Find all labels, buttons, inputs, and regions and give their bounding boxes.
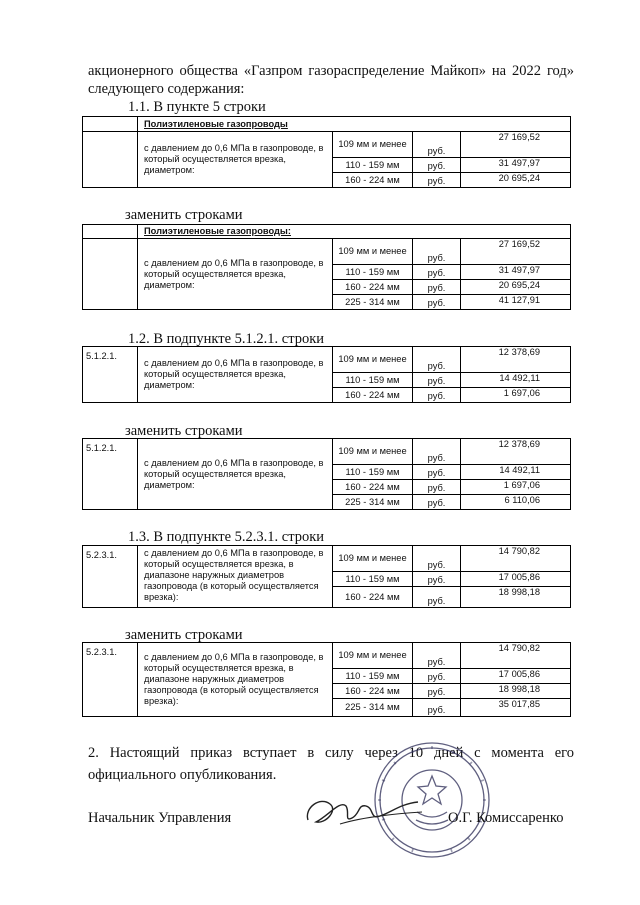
table-row xyxy=(83,239,571,265)
description-cell: с давлением до 0,6 МПа в газопроводе, в который осуществляется врезка, диаметром: xyxy=(138,239,333,310)
heading-1-3-replace: заменить строками xyxy=(125,627,243,643)
value-cell: 41 127,91 xyxy=(461,295,571,310)
heading-1-2: 1.2. В подпункте 5.1.2.1. строки xyxy=(128,331,325,347)
description-cell: с давлением до 0,6 МПа в газопроводе, в который осуществляется врезка, диаметром: xyxy=(138,132,333,188)
table-row xyxy=(83,643,571,669)
diameter-cell: 110 - 159 мм xyxy=(333,465,413,480)
description-cell: с давлением до 0,6 МПа в газопроводе, в который осуществляется врезка, диаметром: xyxy=(138,347,333,403)
diameter-cell: 110 - 159 мм xyxy=(333,669,413,684)
heading-1-3: 1.3. В подпункте 5.2.3.1. строки xyxy=(128,529,325,545)
value-cell: 1 697,06 xyxy=(461,480,571,495)
diameter-cell: 110 - 159 мм xyxy=(333,158,413,173)
diameter-cell: 160 - 224 мм xyxy=(333,280,413,295)
value-cell: 31 497,97 xyxy=(461,158,571,173)
value-cell: 14 790,82 xyxy=(461,643,571,669)
table-1-1-new xyxy=(82,224,571,310)
value-cell: 14 492,11 xyxy=(461,373,571,388)
item-number: 5.1.2.1. xyxy=(83,439,138,510)
unit-cell: руб. xyxy=(413,495,461,510)
diameter-cell: 160 - 224 мм xyxy=(333,173,413,188)
table-row xyxy=(83,117,571,132)
unit-cell: руб. xyxy=(413,173,461,188)
diameter-cell: 160 - 224 мм xyxy=(333,684,413,699)
table-row xyxy=(83,132,571,158)
diameter-cell: 160 - 224 мм xyxy=(333,480,413,495)
table-1-2-new xyxy=(82,438,571,510)
unit-cell: руб. xyxy=(413,265,461,280)
diameter-cell: 225 - 314 мм xyxy=(333,699,413,717)
table-row xyxy=(83,546,571,572)
description-cell: с давлением до 0,6 МПа в газопроводе, в который осуществляется врезка, в диапазоне наружных диаметров газопровода (в который осуществляется врезка): xyxy=(138,546,333,608)
unit-cell: руб. xyxy=(413,587,461,608)
unit-cell: руб. xyxy=(413,699,461,717)
unit-cell: руб. xyxy=(413,572,461,587)
item-number: 5.2.3.1. xyxy=(83,643,138,717)
table-cell xyxy=(83,117,138,132)
diameter-cell: 109 мм и менее xyxy=(333,546,413,572)
value-cell: 18 998,18 xyxy=(461,684,571,699)
value-cell: 12 378,69 xyxy=(461,439,571,465)
unit-cell: руб. xyxy=(413,546,461,572)
unit-cell: руб. xyxy=(413,347,461,373)
heading-1-1: 1.1. В пункте 5 строки xyxy=(128,99,266,115)
value-cell: 12 378,69 xyxy=(461,347,571,373)
table-cell xyxy=(83,225,138,239)
heading-1-1-replace: заменить строками xyxy=(125,207,243,223)
diameter-cell: 109 мм и менее xyxy=(333,132,413,158)
value-cell: 6 110,06 xyxy=(461,495,571,510)
table-row xyxy=(83,225,571,239)
unit-cell: руб. xyxy=(413,480,461,495)
item-number: 5.1.2.1. xyxy=(83,347,138,403)
diameter-cell: 109 мм и менее xyxy=(333,439,413,465)
unit-cell: руб. xyxy=(413,439,461,465)
item-number: 5.2.3.1. xyxy=(83,546,138,608)
value-cell: 27 169,52 xyxy=(461,239,571,265)
diameter-cell: 225 - 314 мм xyxy=(333,295,413,310)
table-cell xyxy=(83,132,138,188)
unit-cell: руб. xyxy=(413,643,461,669)
table-row xyxy=(83,439,571,465)
value-cell: 1 697,06 xyxy=(461,388,571,403)
value-cell: 14 492,11 xyxy=(461,465,571,480)
value-cell: 17 005,86 xyxy=(461,572,571,587)
diameter-cell: 109 мм и менее xyxy=(333,347,413,373)
diameter-cell: 110 - 159 мм xyxy=(333,572,413,587)
unit-cell: руб. xyxy=(413,295,461,310)
diameter-cell: 110 - 159 мм xyxy=(333,265,413,280)
heading-1-2-replace: заменить строками xyxy=(125,423,243,439)
table-row xyxy=(83,347,571,373)
unit-cell: руб. xyxy=(413,280,461,295)
value-cell: 20 695,24 xyxy=(461,173,571,188)
table-1-2-old xyxy=(82,346,571,403)
diameter-cell: 109 мм и менее xyxy=(333,239,413,265)
handwritten-signature xyxy=(300,778,430,838)
unit-cell: руб. xyxy=(413,388,461,403)
intro-paragraph: акционерного общества «Газпром газораспределение Майкоп» на 2022 год» следующего содержания: xyxy=(88,63,574,97)
diameter-cell: 160 - 224 мм xyxy=(333,587,413,608)
table-1-3-new xyxy=(82,642,571,717)
unit-cell: руб. xyxy=(413,239,461,265)
value-cell: 18 998,18 xyxy=(461,587,571,608)
value-cell: 27 169,52 xyxy=(461,132,571,158)
unit-cell: руб. xyxy=(413,669,461,684)
section-subheader: Полиэтиленовые газопроводы: xyxy=(138,225,571,239)
value-cell: 20 695,24 xyxy=(461,280,571,295)
table-cell xyxy=(83,239,138,310)
unit-cell: руб. xyxy=(413,684,461,699)
diameter-cell: 160 - 224 мм xyxy=(333,388,413,403)
table-1-1-old xyxy=(82,116,571,188)
value-cell: 17 005,86 xyxy=(461,669,571,684)
section-subheader: Полиэтиленовые газопроводы xyxy=(138,117,571,132)
final-paragraph: 2. Настоящий приказ вступает в силу через 10 дней с момента его официального опубликования. xyxy=(88,745,574,783)
unit-cell: руб. xyxy=(413,158,461,173)
description-cell: с давлением до 0,6 МПа в газопроводе, в который осуществляется врезка, в диапазоне наружных диаметров газопровода (в который осуществляется врезка): xyxy=(138,643,333,717)
value-cell: 14 790,82 xyxy=(461,546,571,572)
signatory-name: О.Г. Комиссаренко xyxy=(448,810,564,826)
value-cell: 31 497,97 xyxy=(461,265,571,280)
unit-cell: руб. xyxy=(413,132,461,158)
diameter-cell: 109 мм и менее xyxy=(333,643,413,669)
signatory-title: Начальник Управления xyxy=(88,810,232,826)
unit-cell: руб. xyxy=(413,465,461,480)
diameter-cell: 110 - 159 мм xyxy=(333,373,413,388)
table-1-3-old xyxy=(82,545,571,608)
diameter-cell: 225 - 314 мм xyxy=(333,495,413,510)
unit-cell: руб. xyxy=(413,373,461,388)
description-cell: с давлением до 0,6 МПа в газопроводе, в который осуществляется врезка, диаметром: xyxy=(138,439,333,510)
value-cell: 35 017,85 xyxy=(461,699,571,717)
